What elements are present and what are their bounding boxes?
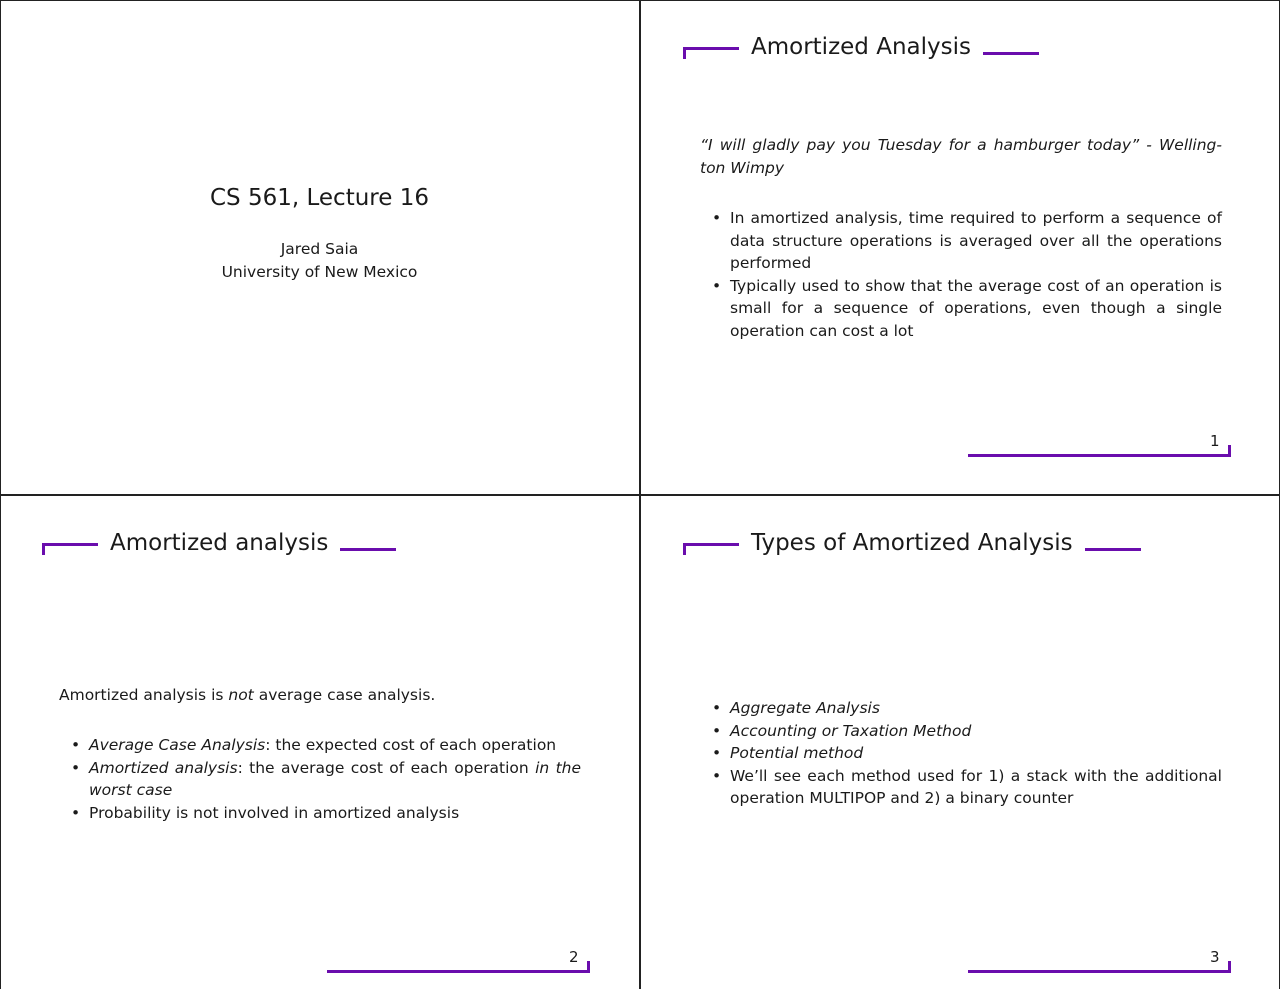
slide-heading-row [42, 523, 396, 563]
slide-heading: Types of Amortized Analysis [751, 530, 1073, 556]
bullet-list [700, 207, 1222, 342]
bullet-term: Average Case Analysis [89, 736, 266, 754]
heading-bracket-left [683, 543, 739, 555]
footer-bracket [968, 961, 1231, 973]
lecture-title: CS 561, Lecture 16 [210, 185, 429, 211]
list-item: • Potential method [700, 742, 1222, 765]
page-number: 2 [569, 948, 579, 966]
heading-bracket-right [1085, 548, 1141, 551]
page-number: 3 [1210, 948, 1220, 966]
slide-title-page [0, 0, 639, 494]
list-item: • Accounting or Taxation Method [700, 720, 1222, 743]
bullet-text: : the expected cost of each operation [265, 736, 557, 754]
slide-heading: Amortized analysis [110, 530, 329, 556]
heading-bracket-left [683, 47, 739, 59]
intro-emphasis: not [228, 686, 254, 704]
bullet-emphasis: in the worst case [89, 758, 582, 799]
bullet-list [700, 697, 1222, 810]
quote: “I will gladly pay you Tuesday for a hamburger today” - Welling-ton Wimpy [700, 136, 1222, 177]
slide-heading: Amortized Analysis [751, 34, 971, 60]
intro-text-pre: Amortized analysis is [59, 686, 229, 704]
slide-3 [641, 496, 1280, 989]
footer-bracket [968, 445, 1231, 457]
slide-2 [0, 496, 639, 989]
footer-bracket [327, 961, 590, 973]
list-item [59, 757, 581, 802]
affiliation: University of New Mexico [221, 263, 418, 281]
author-name: Jared Saia [280, 240, 359, 258]
heading-bracket-left [42, 543, 98, 555]
heading-bracket-right [340, 548, 396, 551]
bullet-term: Amortized analysis [89, 758, 238, 777]
list-item [59, 734, 581, 757]
slide-heading-row [683, 523, 1141, 563]
bullet-text: : the average cost of each operation [237, 758, 536, 777]
list-item: • Typically used to show that the average cost of an operation is small for a sequence of operations, even though a single operation can cost a lot [700, 275, 1222, 343]
intro-text-post: average case analysis. [253, 686, 436, 704]
slide-heading-row [683, 27, 1039, 67]
slide-1 [641, 0, 1280, 494]
list-item: • Aggregate Analysis [700, 697, 1222, 720]
list-item: • In amortized analysis, time required to perform a sequence of data structure operations is averaged over all the operations performed [700, 207, 1222, 275]
page-number: 1 [1210, 432, 1220, 450]
list-item: • Probability is not involved in amortized analysis [59, 802, 581, 825]
list-item: • We’ll see each method used for 1) a stack with the additional operation MULTIPOP and 2) a binary counter [700, 765, 1222, 810]
intro-sentence [59, 684, 581, 707]
bullet-list [59, 734, 581, 824]
heading-bracket-right [983, 52, 1039, 55]
